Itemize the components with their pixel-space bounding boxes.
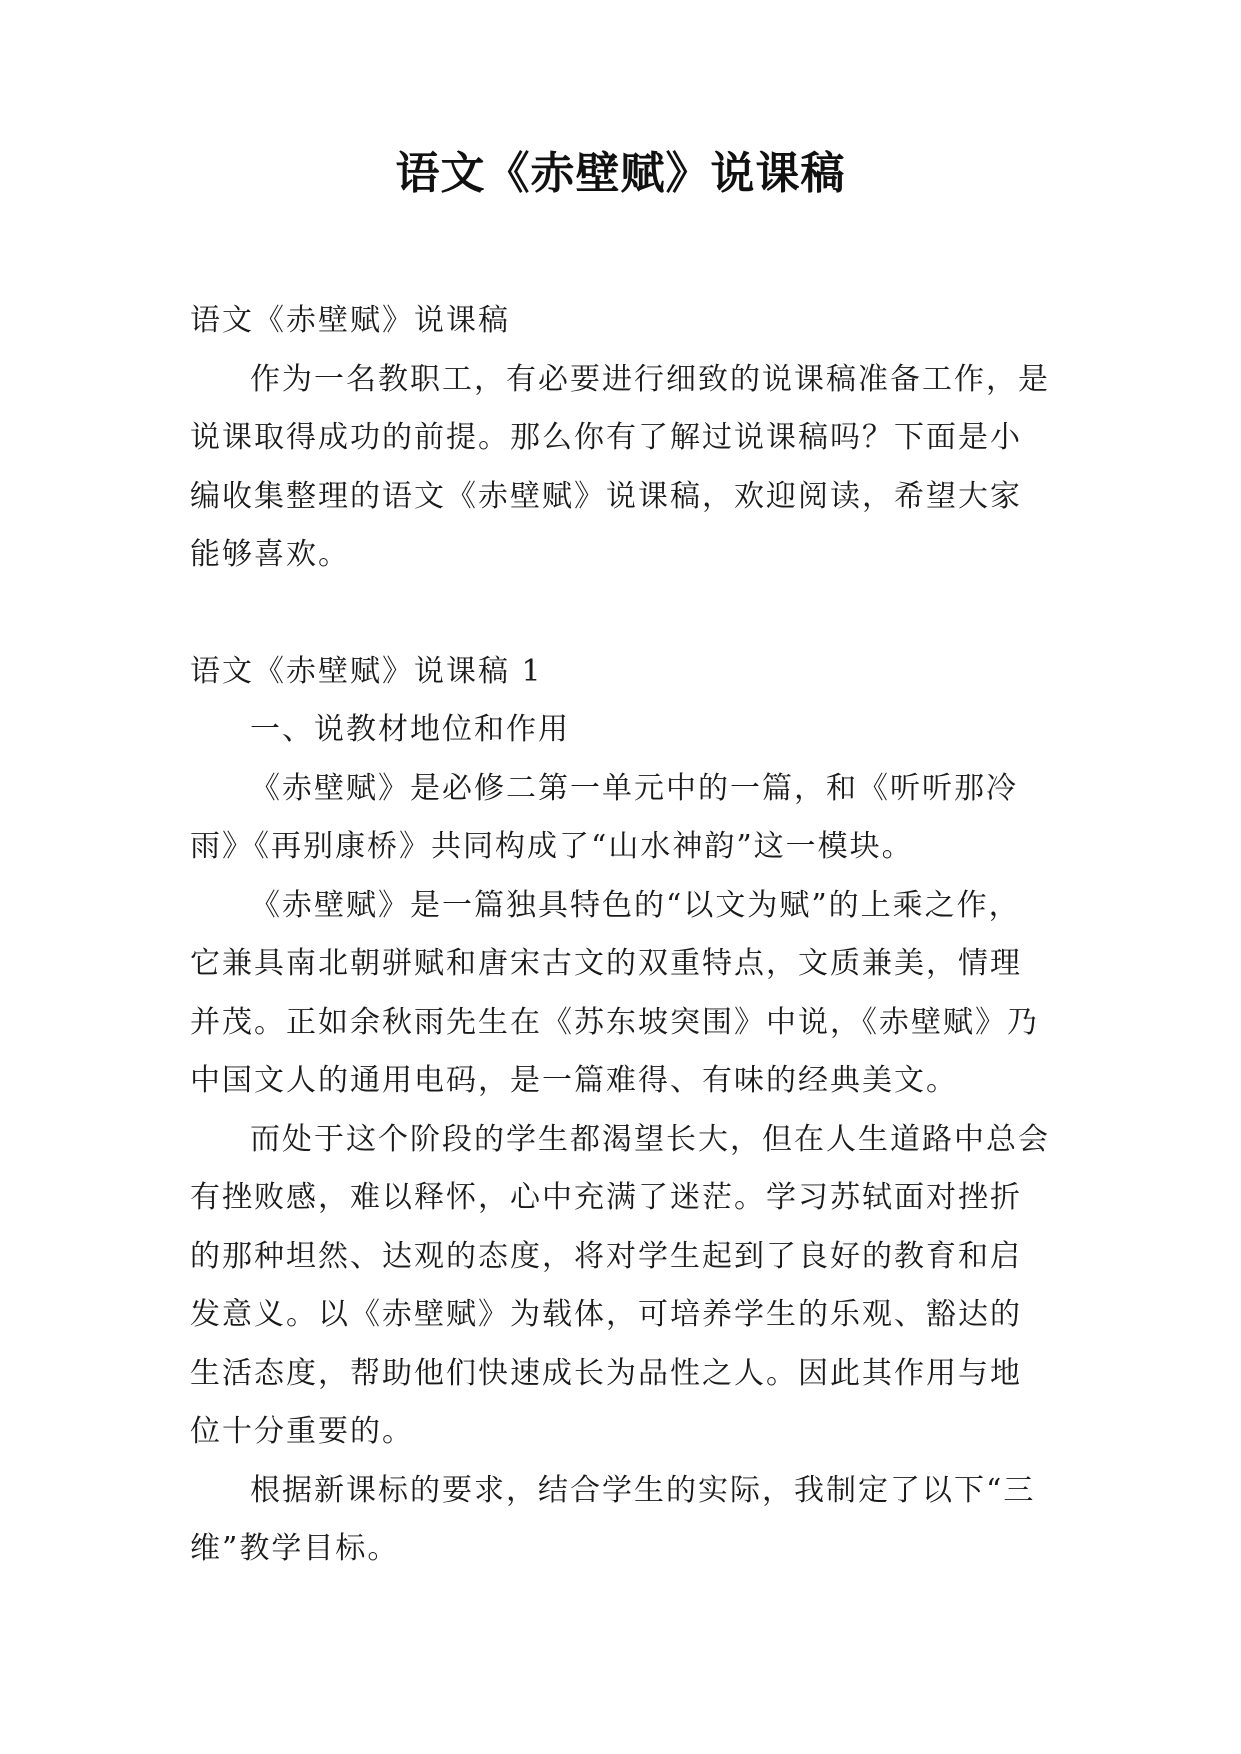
body-paragraph-3: 而处于这个阶段的学生都渴望长大，但在人生道路中总会有挫败感，难以释怀，心中充满了迷茫。学习苏轼面对挫折的那种坦然、达观的态度，将对学生起到了良好的教育和启发意义。以《赤壁赋》为载体，可培养学生的乐观、豁达的生活态度，帮助他们快速成长为品性之人。因此其作用与地位十分重要的。: [190, 1121, 1050, 1449]
body-paragraph-4: 根据新课标的要求，结合学生的实际，我制定了以下“三维”教学目标。: [190, 1472, 1036, 1566]
intro-paragraph: 作为一名教职工，有必要进行细致的说课稿准备工作，是说课取得成功的前提。那么你有了解过说课稿吗？下面是小编收集整理的语文《赤壁赋》说课稿，欢迎阅读，希望大家能够喜欢。: [190, 361, 1050, 572]
body-paragraph-2: 《赤壁赋》是一篇独具特色的“以文为赋”的上乘之作，它兼具南北朝骈赋和唐宋古文的双重特点，文质兼美，情理并茂。正如余秋雨先生在《苏东坡突围》中说，《赤壁赋》乃中国文人的通用电码，是一篇难得、有味的经典美文。: [190, 887, 1039, 1098]
document-title: 语文《赤壁赋》说课稿: [395, 148, 846, 199]
section-heading-1: 语文《赤壁赋》说课稿 1: [190, 653, 543, 689]
body-paragraph-1: 《赤壁赋》是必修二第一单元中的一篇，和《听听那冷雨》《再别康桥》共同构成了“山水神韵”这一模块。: [190, 770, 1018, 864]
subsection-heading: 一、说教材地位和作用: [250, 712, 570, 747]
intro-heading: 语文《赤壁赋》说课稿: [190, 303, 510, 338]
document-body: [190, 292, 1052, 1579]
